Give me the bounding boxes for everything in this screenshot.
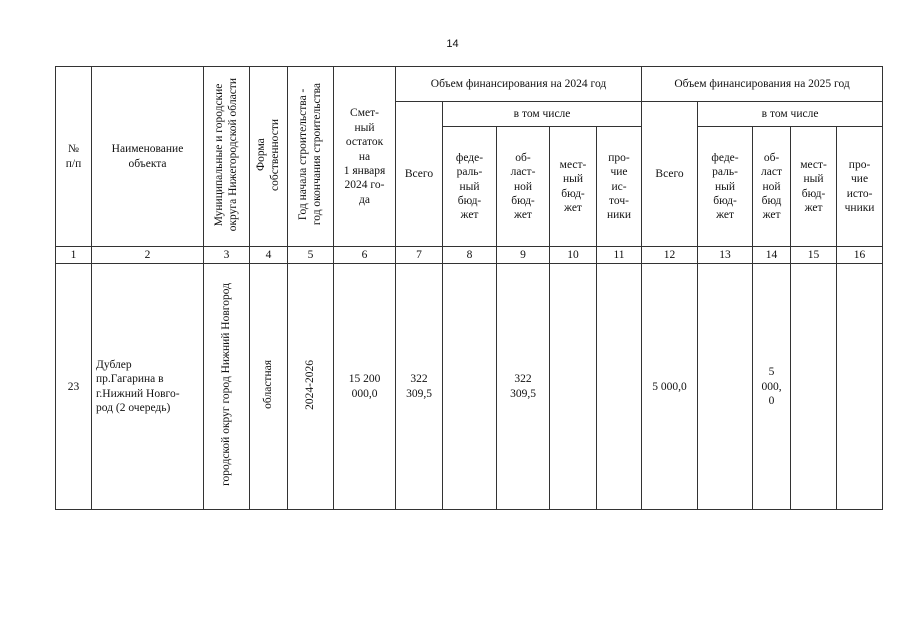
- column-number: 9: [497, 247, 550, 264]
- header-regional-2024: об- ласт- ной бюд- жет: [497, 127, 550, 247]
- row-municipality: городской округ город Нижний Новгород: [219, 283, 232, 486]
- column-number: 1: [56, 247, 92, 264]
- column-number: 3: [204, 247, 250, 264]
- header-balance: Смет- ный остаток на 1 января 2024 го- да: [334, 67, 396, 247]
- row-other-2025: [837, 264, 883, 510]
- header-federal-2024: феде- раль- ный бюд- жет: [443, 127, 497, 247]
- column-number: 5: [288, 247, 334, 264]
- row-local-2024: [550, 264, 597, 510]
- header-total-2024: Всего: [396, 102, 443, 247]
- column-number: 16: [837, 247, 883, 264]
- header-federal-2025: феде- раль- ный бюд- жет: [698, 127, 753, 247]
- row-regional-2024: 322 309,5: [497, 264, 550, 510]
- header-years: Год начала строительства - год окончания строительства: [296, 83, 323, 226]
- header-including-2025: в том числе: [698, 102, 883, 127]
- header-total-2025: Всего: [642, 102, 698, 247]
- header-name: Наименование объекта: [92, 67, 204, 247]
- row-no: 23: [56, 264, 92, 510]
- funding-table: [55, 66, 883, 510]
- column-number: 2: [92, 247, 204, 264]
- row-local-2025: [791, 264, 837, 510]
- header-other-2025: про- чие исто- чники: [837, 127, 883, 247]
- header-other-2024: про- чие ис- точ- ники: [597, 127, 642, 247]
- header-regional-2025: об- ласт ной бюд жет: [753, 127, 791, 247]
- header-ownership: Форма собственности: [254, 118, 281, 191]
- header-including-2024: в том числе: [443, 102, 642, 127]
- column-number: 15: [791, 247, 837, 264]
- table-row: [56, 264, 883, 510]
- header-funding-2024: Объем финансирования на 2024 год: [396, 67, 642, 102]
- column-number: 14: [753, 247, 791, 264]
- column-number: 12: [642, 247, 698, 264]
- column-number: 10: [550, 247, 597, 264]
- row-federal-2024: [443, 264, 497, 510]
- row-years: 2024-2026: [303, 359, 316, 410]
- column-number: 6: [334, 247, 396, 264]
- column-number: 13: [698, 247, 753, 264]
- header-no: № п/п: [56, 67, 92, 247]
- row-regional-2025: 5 000, 0: [753, 264, 791, 510]
- header-funding-2025: Объем финансирования на 2025 год: [642, 67, 883, 102]
- row-federal-2025: [698, 264, 753, 510]
- row-name: Дублер пр.Гагарина в г.Нижний Новго- род (2 очередь): [92, 264, 204, 510]
- row-ownership: областная: [261, 360, 274, 409]
- page-number: 14: [446, 38, 459, 50]
- row-total-2025: 5 000,0: [642, 264, 698, 510]
- row-balance: 15 200 000,0: [334, 264, 396, 510]
- header-local-2025: мест- ный бюд- жет: [791, 127, 837, 247]
- column-number: 7: [396, 247, 443, 264]
- column-number: 4: [250, 247, 288, 264]
- column-number: 8: [443, 247, 497, 264]
- header-municipality: Муниципальные и городские округа Нижегородской области: [212, 77, 239, 232]
- header-local-2024: мест- ный бюд- жет: [550, 127, 597, 247]
- row-other-2024: [597, 264, 642, 510]
- column-number-row: [56, 247, 883, 264]
- column-number: 11: [597, 247, 642, 264]
- row-total-2024: 322 309,5: [396, 264, 443, 510]
